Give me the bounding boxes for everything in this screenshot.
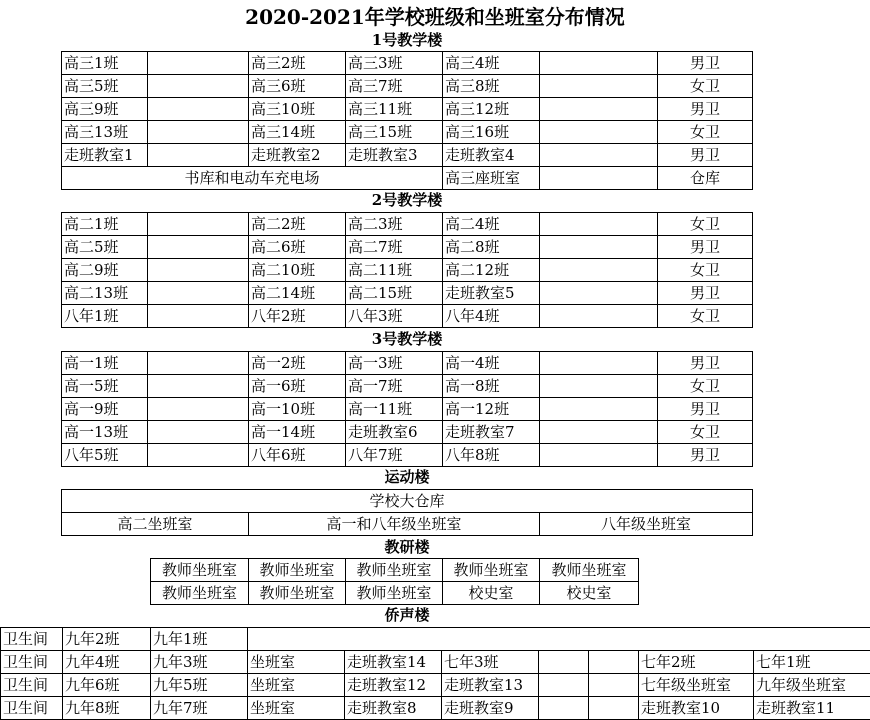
sports-cell: 高一和八年级坐班室	[249, 513, 540, 536]
table-cell	[539, 651, 589, 674]
table-cell	[148, 213, 249, 236]
table-cell: 男卫	[658, 398, 753, 421]
table-cell: 九年1班	[151, 628, 248, 651]
table-cell: 高二4班	[443, 213, 540, 236]
table-cell: 坐班室	[248, 697, 345, 720]
table-cell: 女卫	[658, 305, 753, 328]
building1-table	[61, 51, 753, 190]
table-cell: 高一7班	[346, 375, 443, 398]
table-row	[62, 213, 753, 236]
table-cell	[540, 144, 658, 167]
table-cell: 高三9班	[62, 98, 148, 121]
table-cell: 八年7班	[346, 444, 443, 467]
page-title: 2020-2021年学校班级和坐班室分布情况	[0, 2, 870, 32]
table-row	[1, 674, 870, 697]
table-cell: 高二8班	[443, 236, 540, 259]
qiaosheng-heading: 侨声楼	[62, 605, 752, 625]
table-cell: 八年4班	[443, 305, 540, 328]
table-cell: 七年1班	[754, 651, 870, 674]
table-row	[62, 444, 753, 467]
table-cell: 高二6班	[249, 236, 346, 259]
table-cell: 书库和电动车充电场	[62, 167, 443, 190]
table-cell: 高二1班	[62, 213, 148, 236]
table-cell: 高三3班	[346, 52, 443, 75]
table-cell	[148, 444, 249, 467]
table-cell: 九年5班	[151, 674, 248, 697]
table-cell	[148, 375, 249, 398]
table-cell: 教师坐班室	[443, 559, 540, 582]
table-cell: 男卫	[658, 98, 753, 121]
table-cell: 高一6班	[249, 375, 346, 398]
table-cell: 高三8班	[443, 75, 540, 98]
table-cell: 九年3班	[151, 651, 248, 674]
table-cell	[540, 398, 658, 421]
table-cell: 男卫	[658, 52, 753, 75]
table-cell: 走班教室9	[442, 697, 539, 720]
table-row	[1, 628, 870, 651]
table-cell: 高二2班	[249, 213, 346, 236]
research-table	[150, 558, 639, 605]
table-cell	[540, 421, 658, 444]
table-cell	[148, 236, 249, 259]
table-row	[62, 398, 753, 421]
table-cell: 高二12班	[443, 259, 540, 282]
table-cell: 高二13班	[62, 282, 148, 305]
table-cell	[148, 98, 249, 121]
table-cell: 高三6班	[249, 75, 346, 98]
table-cell: 教师坐班室	[249, 582, 346, 605]
table-cell: 男卫	[658, 236, 753, 259]
table-cell: 女卫	[658, 375, 753, 398]
table-cell	[148, 121, 249, 144]
building3-table	[61, 351, 753, 467]
table-cell: 男卫	[658, 444, 753, 467]
table-cell: 高二5班	[62, 236, 148, 259]
sports-warehouse: 学校大仓库	[62, 490, 753, 513]
table-cell: 卫生间	[1, 628, 63, 651]
table-cell: 高一4班	[443, 352, 540, 375]
table-cell: 高一12班	[443, 398, 540, 421]
table-cell: 走班教室3	[346, 144, 443, 167]
sports-table	[61, 489, 753, 536]
table-cell	[540, 213, 658, 236]
table-row	[62, 375, 753, 398]
table-cell	[148, 75, 249, 98]
table-cell: 七年3班	[442, 651, 539, 674]
table-cell: 教师坐班室	[540, 559, 639, 582]
table-cell: 高三13班	[62, 121, 148, 144]
table-cell: 走班教室2	[249, 144, 346, 167]
sports-row-top	[62, 490, 753, 513]
table-cell	[540, 375, 658, 398]
table-cell: 高一9班	[62, 398, 148, 421]
table-cell	[540, 98, 658, 121]
table-cell: 高三座班室	[443, 167, 540, 190]
table-cell	[540, 352, 658, 375]
table-cell: 九年8班	[63, 697, 151, 720]
table-cell: 高二14班	[249, 282, 346, 305]
table-cell: 高一8班	[443, 375, 540, 398]
table-row	[1, 651, 870, 674]
table-row	[62, 236, 753, 259]
table-cell	[540, 259, 658, 282]
table-cell	[148, 52, 249, 75]
table-cell: 走班教室1	[62, 144, 148, 167]
table-cell: 走班教室4	[443, 144, 540, 167]
table-cell: 高二11班	[346, 259, 443, 282]
table-row	[62, 421, 753, 444]
table-cell: 校史室	[540, 582, 639, 605]
table-cell	[540, 121, 658, 144]
table-cell: 八年8班	[443, 444, 540, 467]
table-cell: 仓库	[658, 167, 753, 190]
table-row	[62, 352, 753, 375]
table-row	[62, 259, 753, 282]
sports-cell: 八年级坐班室	[540, 513, 753, 536]
table-cell: 高一10班	[249, 398, 346, 421]
table-cell	[540, 167, 658, 190]
table-cell: 高三1班	[62, 52, 148, 75]
table-cell: 卫生间	[1, 651, 63, 674]
table-cell: 高一2班	[249, 352, 346, 375]
table-cell	[148, 282, 249, 305]
table-cell: 男卫	[658, 282, 753, 305]
table-row	[62, 282, 753, 305]
table-cell	[589, 674, 639, 697]
table-cell: 走班教室5	[443, 282, 540, 305]
table-cell	[148, 305, 249, 328]
table-cell: 走班教室12	[345, 674, 442, 697]
table-cell	[539, 674, 589, 697]
table-cell: 高二3班	[346, 213, 443, 236]
table-cell: 高一11班	[346, 398, 443, 421]
table-cell	[540, 75, 658, 98]
table-cell	[540, 236, 658, 259]
table-cell: 教师坐班室	[151, 582, 249, 605]
table-cell: 高一1班	[62, 352, 148, 375]
table-cell: 高一3班	[346, 352, 443, 375]
table-cell: 九年7班	[151, 697, 248, 720]
table-cell: 高三16班	[443, 121, 540, 144]
sports-row-bottom	[62, 513, 753, 536]
table-cell: 九年级坐班室	[754, 674, 870, 697]
table-cell: 高三4班	[443, 52, 540, 75]
table-cell: 八年2班	[249, 305, 346, 328]
table-cell: 高二9班	[62, 259, 148, 282]
table-row	[62, 167, 753, 190]
table-cell: 高三15班	[346, 121, 443, 144]
table-cell: 高三10班	[249, 98, 346, 121]
table-cell: 走班教室7	[443, 421, 540, 444]
table-cell: 九年4班	[63, 651, 151, 674]
table-cell: 女卫	[658, 121, 753, 144]
table-cell: 高一14班	[249, 421, 346, 444]
table-cell	[540, 282, 658, 305]
table-cell: 高三12班	[443, 98, 540, 121]
table-cell: 七年2班	[639, 651, 754, 674]
table-cell: 校史室	[443, 582, 540, 605]
table-cell: 高三11班	[346, 98, 443, 121]
table-cell: 八年1班	[62, 305, 148, 328]
research-heading: 教研楼	[62, 537, 752, 557]
table-cell: 高三7班	[346, 75, 443, 98]
table-cell: 高三14班	[249, 121, 346, 144]
table-cell: 走班教室13	[442, 674, 539, 697]
table-cell: 走班教室8	[345, 697, 442, 720]
table-row	[1, 697, 870, 720]
table-cell: 女卫	[658, 75, 753, 98]
table-row	[62, 144, 753, 167]
table-cell: 高一5班	[62, 375, 148, 398]
table-cell	[248, 628, 870, 651]
table-cell: 高一13班	[62, 421, 148, 444]
table-cell	[540, 52, 658, 75]
table-row	[62, 121, 753, 144]
table-cell: 八年5班	[62, 444, 148, 467]
building2-table	[61, 212, 753, 328]
table-row	[62, 305, 753, 328]
table-cell: 走班教室14	[345, 651, 442, 674]
table-cell: 九年2班	[63, 628, 151, 651]
qiaosheng-table	[0, 627, 870, 720]
table-cell: 女卫	[658, 421, 753, 444]
table-cell: 高二10班	[249, 259, 346, 282]
table-cell	[148, 144, 249, 167]
table-cell: 八年3班	[346, 305, 443, 328]
table-cell	[148, 398, 249, 421]
table-cell: 九年6班	[63, 674, 151, 697]
table-cell: 八年6班	[249, 444, 346, 467]
table-cell	[148, 352, 249, 375]
table-cell: 卫生间	[1, 674, 63, 697]
table-row	[62, 52, 753, 75]
table-row	[62, 98, 753, 121]
table-cell: 教师坐班室	[346, 559, 443, 582]
building3-heading: 3号教学楼	[62, 329, 752, 349]
table-cell: 走班教室6	[346, 421, 443, 444]
table-cell: 男卫	[658, 144, 753, 167]
table-cell: 高二7班	[346, 236, 443, 259]
table-cell: 高三5班	[62, 75, 148, 98]
table-cell	[589, 697, 639, 720]
table-cell: 坐班室	[248, 674, 345, 697]
table-cell: 教师坐班室	[151, 559, 249, 582]
table-cell: 坐班室	[248, 651, 345, 674]
building1-heading: 1号教学楼	[62, 30, 752, 50]
table-cell	[540, 305, 658, 328]
table-cell	[540, 444, 658, 467]
table-cell: 卫生间	[1, 697, 63, 720]
table-row	[62, 75, 753, 98]
table-cell: 女卫	[658, 213, 753, 236]
sports-heading: 运动楼	[62, 467, 752, 487]
table-row	[151, 559, 639, 582]
table-cell: 走班教室11	[754, 697, 870, 720]
sports-cell: 高二坐班室	[62, 513, 249, 536]
table-cell	[148, 259, 249, 282]
table-cell: 教师坐班室	[346, 582, 443, 605]
table-cell: 走班教室10	[639, 697, 754, 720]
table-cell: 教师坐班室	[249, 559, 346, 582]
table-cell	[539, 697, 589, 720]
table-cell: 七年级坐班室	[639, 674, 754, 697]
table-cell	[148, 421, 249, 444]
building2-heading: 2号教学楼	[62, 190, 752, 210]
table-row	[151, 582, 639, 605]
table-cell: 男卫	[658, 352, 753, 375]
table-cell: 高三2班	[249, 52, 346, 75]
table-cell: 女卫	[658, 259, 753, 282]
table-cell	[589, 651, 639, 674]
table-cell: 高二15班	[346, 282, 443, 305]
